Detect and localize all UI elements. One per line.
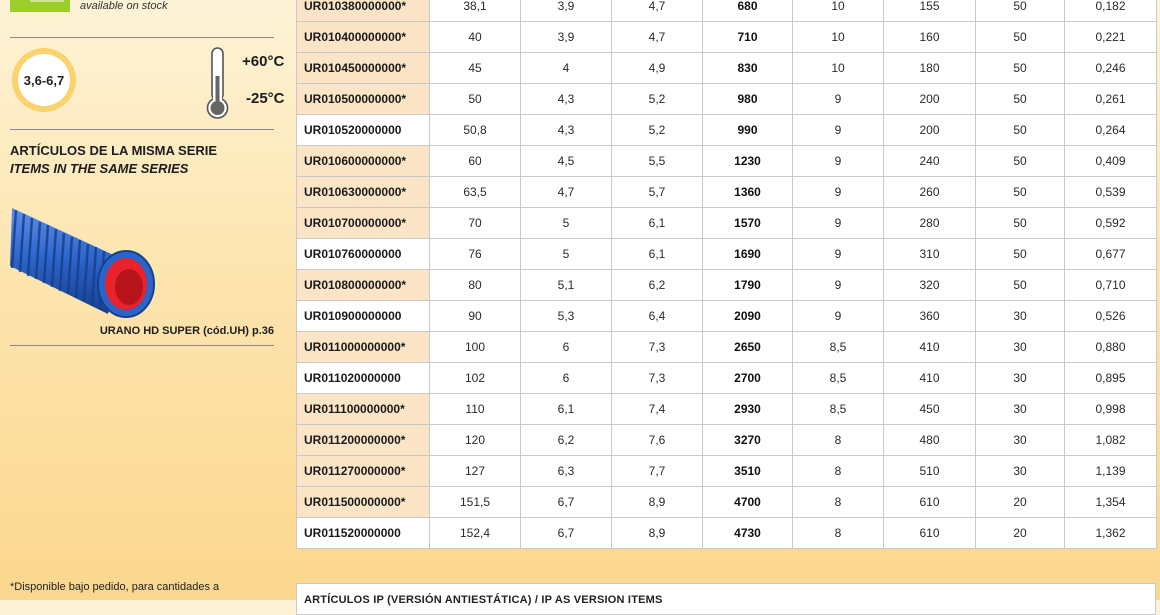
table-cell: 63,5 — [430, 177, 521, 208]
table-cell: 0,221 — [1065, 22, 1157, 53]
product-code-cell: UR010630000000* — [297, 177, 430, 208]
table-cell: 5,2 — [612, 115, 703, 146]
table-cell: 9 — [793, 146, 884, 177]
table-cell: 1,354 — [1065, 487, 1157, 518]
table-cell: 30 — [976, 456, 1065, 487]
table-cell: 151,5 — [430, 487, 521, 518]
table-row[interactable] — [297, 84, 1157, 115]
table-cell: 8,5 — [793, 363, 884, 394]
table-cell: 5 — [521, 239, 612, 270]
product-code-cell: UR011500000000* — [297, 487, 430, 518]
product-code-cell: UR010700000000* — [297, 208, 430, 239]
table-cell: 152,4 — [430, 518, 521, 549]
table-cell: 9 — [793, 270, 884, 301]
table-cell: 30 — [976, 301, 1065, 332]
table-row[interactable] — [297, 518, 1157, 549]
table-cell: 4730 — [703, 518, 793, 549]
table-cell: 0,677 — [1065, 239, 1157, 270]
product-code-cell: UR011020000000 — [297, 363, 430, 394]
table-cell: 200 — [884, 115, 976, 146]
product-code-cell: UR010600000000* — [297, 146, 430, 177]
pressure-label: 3,6-6,7 — [18, 54, 70, 106]
table-cell: 4,5 — [521, 146, 612, 177]
divider — [10, 37, 274, 38]
table-row[interactable] — [297, 425, 1157, 456]
table-cell: 30 — [976, 332, 1065, 363]
table-cell: 4,7 — [612, 0, 703, 22]
table-cell: 110 — [430, 394, 521, 425]
table-row[interactable] — [297, 208, 1157, 239]
table-cell: 1,082 — [1065, 425, 1157, 456]
table-cell: 990 — [703, 115, 793, 146]
product-code-cell: UR010520000000 — [297, 115, 430, 146]
table-cell: 6,2 — [612, 270, 703, 301]
table-cell: 38,1 — [430, 0, 521, 22]
table-cell: 10 — [793, 53, 884, 84]
table-cell: 76 — [430, 239, 521, 270]
table-cell: 710 — [703, 22, 793, 53]
table-cell: 0,880 — [1065, 332, 1157, 363]
table-cell: 1360 — [703, 177, 793, 208]
table-cell: 0,182 — [1065, 0, 1157, 22]
table-cell: 8 — [793, 487, 884, 518]
table-cell: 10 — [793, 0, 884, 22]
table-cell: 7,6 — [612, 425, 703, 456]
table-cell: 480 — [884, 425, 976, 456]
table-cell: 80 — [430, 270, 521, 301]
ip-section-title: ARTÍCULOS IP (VERSIÓN ANTIESTÁTICA) / IP AS VERSION ITEMS — [304, 594, 663, 606]
table-cell: 50,8 — [430, 115, 521, 146]
table-row[interactable] — [297, 115, 1157, 146]
table-cell: 410 — [884, 363, 976, 394]
table-cell: 7,4 — [612, 394, 703, 425]
table-cell: 160 — [884, 22, 976, 53]
table-cell: 8 — [793, 518, 884, 549]
table-cell: 6,2 — [521, 425, 612, 456]
temp-min-label: -25°C — [246, 90, 285, 107]
product-code-cell: UR010800000000* — [297, 270, 430, 301]
table-cell: 4,3 — [521, 84, 612, 115]
product-code-cell: UR011000000000* — [297, 332, 430, 363]
footnote: *Disponible bajo pedido, para cantidades a — [10, 581, 220, 593]
table-cell: 6,1 — [612, 208, 703, 239]
table-cell: 980 — [703, 84, 793, 115]
table-cell: 4,7 — [612, 22, 703, 53]
table-cell: 610 — [884, 487, 976, 518]
table-cell: 2090 — [703, 301, 793, 332]
divider — [10, 129, 274, 130]
table-cell: 510 — [884, 456, 976, 487]
table-cell: 3510 — [703, 456, 793, 487]
table-cell: 2650 — [703, 332, 793, 363]
table-cell: 0,539 — [1065, 177, 1157, 208]
table-cell: 2930 — [703, 394, 793, 425]
table-cell: 50 — [976, 146, 1065, 177]
table-cell: 180 — [884, 53, 976, 84]
pressure-ring-icon — [12, 48, 76, 112]
table-cell: 4 — [521, 53, 612, 84]
table-cell: 40 — [430, 22, 521, 53]
table-cell: 410 — [884, 332, 976, 363]
table-cell: 30 — [976, 363, 1065, 394]
table-cell: 0,246 — [1065, 53, 1157, 84]
table-row[interactable] — [297, 394, 1157, 425]
table-row[interactable] — [297, 456, 1157, 487]
table-cell: 360 — [884, 301, 976, 332]
table-cell: 0,592 — [1065, 208, 1157, 239]
table-cell: 8,9 — [612, 518, 703, 549]
table-cell: 1790 — [703, 270, 793, 301]
product-code-cell: UR011520000000 — [297, 518, 430, 549]
table-cell: 70 — [430, 208, 521, 239]
table-cell: 30 — [976, 394, 1065, 425]
table-row[interactable] — [297, 332, 1157, 363]
table-cell: 9 — [793, 115, 884, 146]
stock-badge-icon — [10, 0, 70, 12]
table-cell: 50 — [976, 53, 1065, 84]
table-cell: 450 — [884, 394, 976, 425]
product-code-cell: UR010760000000 — [297, 239, 430, 270]
table-cell: 9 — [793, 84, 884, 115]
table-cell: 0,895 — [1065, 363, 1157, 394]
table-cell: 4,3 — [521, 115, 612, 146]
product-code-cell: UR010900000000 — [297, 301, 430, 332]
table-cell: 2700 — [703, 363, 793, 394]
table-cell: 260 — [884, 177, 976, 208]
table-cell: 50 — [976, 22, 1065, 53]
product-code-cell: UR010450000000* — [297, 53, 430, 84]
product-code-cell: UR010400000000* — [297, 22, 430, 53]
table-cell: 1,362 — [1065, 518, 1157, 549]
table-cell: 200 — [884, 84, 976, 115]
table-cell: 0,998 — [1065, 394, 1157, 425]
hose-product-image[interactable] — [10, 190, 170, 320]
table-cell: 4,9 — [612, 53, 703, 84]
table-cell: 5,7 — [612, 177, 703, 208]
table-cell: 1230 — [703, 146, 793, 177]
divider — [10, 345, 274, 346]
table-cell: 90 — [430, 301, 521, 332]
product-code-cell: UR011270000000* — [297, 456, 430, 487]
product-code-cell: UR010380000000* — [297, 0, 430, 22]
table-cell: 6 — [521, 332, 612, 363]
stock-availability-text: available on stock — [80, 0, 168, 12]
table-cell: 3270 — [703, 425, 793, 456]
table-cell: 680 — [703, 0, 793, 22]
table-row[interactable] — [297, 301, 1157, 332]
table-cell: 5,5 — [612, 146, 703, 177]
table-row[interactable] — [297, 146, 1157, 177]
table-cell: 102 — [430, 363, 521, 394]
table-cell: 4700 — [703, 487, 793, 518]
table-cell: 50 — [976, 177, 1065, 208]
table-row[interactable] — [297, 22, 1157, 53]
thermometer-icon — [200, 46, 234, 122]
table-cell: 60 — [430, 146, 521, 177]
table-cell: 3,9 — [521, 0, 612, 22]
product-table-body — [297, 0, 1157, 549]
table-cell: 0,261 — [1065, 84, 1157, 115]
left-panel — [10, 0, 285, 600]
table-cell: 310 — [884, 239, 976, 270]
table-cell: 10 — [793, 22, 884, 53]
table-cell: 5,2 — [612, 84, 703, 115]
table-cell: 6,3 — [521, 456, 612, 487]
table-cell: 6,1 — [521, 394, 612, 425]
ip-version-section — [296, 583, 1156, 615]
table-cell: 1,139 — [1065, 456, 1157, 487]
table-cell: 45 — [430, 53, 521, 84]
table-row[interactable] — [297, 270, 1157, 301]
table-cell: 5,3 — [521, 301, 612, 332]
table-cell: 50 — [976, 84, 1065, 115]
table-cell: 6 — [521, 363, 612, 394]
table-row[interactable] — [297, 0, 1157, 22]
table-cell: 320 — [884, 270, 976, 301]
table-cell: 7,3 — [612, 363, 703, 394]
table-cell: 1690 — [703, 239, 793, 270]
table-cell: 6,1 — [612, 239, 703, 270]
table-cell: 8,5 — [793, 394, 884, 425]
table-cell: 830 — [703, 53, 793, 84]
table-cell: 5 — [521, 208, 612, 239]
series-title-es: ARTÍCULOS DE LA MISMA SERIE — [10, 143, 218, 158]
table-cell: 3,9 — [521, 22, 612, 53]
table-cell: 240 — [884, 146, 976, 177]
table-cell: 127 — [430, 456, 521, 487]
table-cell: 6,4 — [612, 301, 703, 332]
table-cell: 100 — [430, 332, 521, 363]
table-cell: 8,9 — [612, 487, 703, 518]
product-code-cell: UR011100000000* — [297, 394, 430, 425]
table-cell: 4,7 — [521, 177, 612, 208]
table-cell: 8 — [793, 425, 884, 456]
table-cell: 9 — [793, 239, 884, 270]
related-item-caption[interactable]: URANO HD SUPER (cód.UH) p.36 — [99, 325, 274, 337]
table-row[interactable] — [297, 487, 1157, 518]
table-cell: 6,7 — [521, 518, 612, 549]
product-table — [296, 0, 1157, 549]
table-cell: 7,7 — [612, 456, 703, 487]
table-cell: 50 — [976, 0, 1065, 22]
temp-max-label: +60°C — [242, 53, 285, 70]
product-code-cell: UR010500000000* — [297, 84, 430, 115]
table-cell: 20 — [976, 487, 1065, 518]
table-cell: 155 — [884, 0, 976, 22]
table-cell: 0,710 — [1065, 270, 1157, 301]
table-cell: 6,7 — [521, 487, 612, 518]
table-cell: 0,264 — [1065, 115, 1157, 146]
table-cell: 30 — [976, 425, 1065, 456]
table-cell: 5,1 — [521, 270, 612, 301]
table-cell: 50 — [976, 208, 1065, 239]
table-cell: 8,5 — [793, 332, 884, 363]
table-cell: 280 — [884, 208, 976, 239]
table-cell: 1570 — [703, 208, 793, 239]
product-table-container — [296, 0, 1156, 549]
product-code-cell: UR011200000000* — [297, 425, 430, 456]
table-row[interactable] — [297, 239, 1157, 270]
table-cell: 50 — [430, 84, 521, 115]
table-cell: 9 — [793, 177, 884, 208]
table-cell: 120 — [430, 425, 521, 456]
table-cell: 0,409 — [1065, 146, 1157, 177]
series-title-en: ITEMS IN THE SAME SERIES — [10, 161, 189, 176]
table-row[interactable] — [297, 53, 1157, 84]
table-row[interactable] — [297, 363, 1157, 394]
table-cell: 8 — [793, 456, 884, 487]
table-cell: 9 — [793, 208, 884, 239]
table-cell: 9 — [793, 301, 884, 332]
table-cell: 50 — [976, 270, 1065, 301]
table-cell: 7,3 — [612, 332, 703, 363]
table-cell: 20 — [976, 518, 1065, 549]
table-row[interactable] — [297, 177, 1157, 208]
table-cell: 50 — [976, 239, 1065, 270]
table-cell: 610 — [884, 518, 976, 549]
table-cell: 0,526 — [1065, 301, 1157, 332]
table-cell: 50 — [976, 115, 1065, 146]
